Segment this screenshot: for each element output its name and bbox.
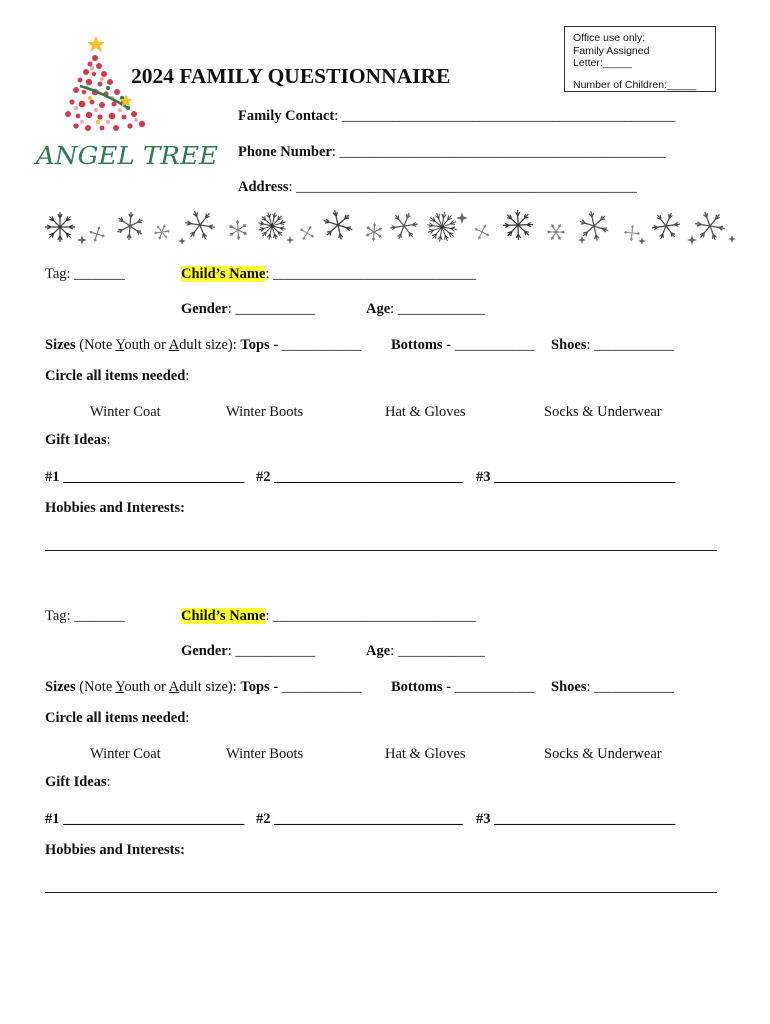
snowflake-icon [427,212,457,242]
sizes-row [45,679,362,696]
gift-idea-2-field[interactable]: #2 __________________________ [256,811,463,827]
snowflake-icon [547,224,565,240]
shoes-row[interactable] [551,679,674,696]
office-use-label: Office use only: [573,32,646,44]
snowflake-icon [229,220,247,240]
angel-tree-logo [32,22,222,182]
office-use-box [564,26,716,92]
tag-field[interactable]: Tag: _______ [45,608,125,624]
sizes-note: (Note Youth or Adult size): [75,337,241,353]
snowflake-icon [695,212,725,240]
shoes-field[interactable]: : ___________ [586,679,674,695]
gift-idea-2-field[interactable]: #2 __________________________ [256,469,463,485]
snowflake-icon [300,226,314,240]
gender-label: Gender [181,301,228,317]
family-contact-label: Family Contact [238,108,335,124]
hobbies-heading: Hobbies and Interests: [45,842,185,858]
gift-idea-3-field[interactable]: #3 _________________________ [476,469,676,485]
sparkle-icon [77,235,87,245]
snowflake-icon [185,211,215,239]
sparkle-icon [456,212,468,224]
snowflake-icon [45,212,75,242]
phone-number-field[interactable]: : _____________________________________________ [331,144,666,160]
snowflake-icon [503,210,533,240]
hobbies-field-line[interactable] [45,550,717,551]
address-label: Address [238,179,289,195]
age-row[interactable] [366,643,485,660]
tops-field[interactable]: ___________ [278,679,362,695]
snowflake-icon [475,225,489,239]
gift-ideas-heading: Gift Ideas: [45,432,111,448]
sparkle-icon [178,237,186,245]
bottoms-row[interactable] [391,337,534,354]
sparkle-icon [638,237,646,245]
shoes-label: Shoes [551,679,587,695]
gift-idea-1-field[interactable]: #1 _________________________ [45,811,245,827]
item-winter-coat[interactable]: Winter Coat [90,746,161,762]
gift-ideas-heading: Gift Ideas: [45,774,111,790]
sizes-label: Sizes [45,337,76,353]
gift-idea-1-field[interactable]: #1 _________________________ [45,469,245,485]
snowflake-border [42,210,736,248]
sparkle-icon [286,236,294,244]
child-name-row[interactable] [181,608,476,625]
sizes-label: Sizes [45,679,76,695]
sizes-note: (Note Youth or Adult size): [75,679,241,695]
bottoms-field[interactable]: ___________ [451,337,535,353]
address-field[interactable]: : _______________________________________________ [288,179,637,195]
bottoms-field[interactable]: ___________ [451,679,535,695]
snowflake-icon [366,223,382,241]
gender-field[interactable]: : ___________ [227,301,316,317]
snowflake-icon [580,211,609,240]
gender-label: Gender [181,643,228,659]
tops-label: Tops - [240,679,279,695]
snowflake-icon [624,225,640,241]
tag-field[interactable]: Tag: _______ [45,266,125,282]
number-of-children-field[interactable]: Number of Children:_____ [573,78,697,91]
item-winter-boots[interactable]: Winter Boots [226,746,304,762]
item-winter-boots[interactable]: Winter Boots [226,404,304,420]
phone-number-label: Phone Number [238,144,332,160]
snowflake-icon [117,212,142,240]
item-hat-gloves[interactable]: Hat & Gloves [385,746,466,762]
snowflake-icon [390,213,418,239]
gender-field[interactable]: : ___________ [227,643,316,659]
tops-field[interactable]: ___________ [278,337,362,353]
circle-items-heading: Circle all items needed: [45,710,190,726]
family-contact-field[interactable]: : ______________________________________________ [334,108,676,124]
child-name-label: Child’s Name [181,608,266,624]
family-assigned-letter-field[interactable]: Family Assigned Letter:_____ [573,44,650,69]
snowflake-icon [258,212,285,239]
sparkle-icon [728,235,736,243]
snowflake-icon [324,210,353,239]
age-field[interactable]: : ____________ [390,643,485,659]
snowflake-icon [652,213,680,239]
age-field[interactable]: : ____________ [390,301,485,317]
item-socks-underwear[interactable]: Socks & Underwear [544,404,662,420]
item-socks-underwear[interactable]: Socks & Underwear [544,746,662,762]
bottoms-label: Bottoms - [391,679,452,695]
age-row[interactable] [366,301,485,318]
age-label: Age [366,301,391,317]
child-name-row[interactable] [181,266,476,283]
child-name-label: Child’s Name [181,266,266,282]
sparkle-icon [687,235,697,245]
item-winter-coat[interactable]: Winter Coat [90,404,161,420]
snowflake-icon [154,225,170,240]
address-row[interactable] [238,179,637,196]
sizes-row [45,337,362,354]
hobbies-heading: Hobbies and Interests: [45,500,185,516]
circle-items-heading: Circle all items needed: [45,368,190,384]
shoes-label: Shoes [551,337,587,353]
item-hat-gloves[interactable]: Hat & Gloves [385,404,466,420]
page-title: 2024 FAMILY QUESTIONNAIRE [131,64,451,88]
child-name-field[interactable]: : ____________________________ [265,608,477,624]
phone-number-row[interactable] [238,144,666,161]
bottoms-label: Bottoms - [391,337,452,353]
shoes-row[interactable] [551,337,674,354]
logo-text: ANGEL TREE [33,142,219,170]
gender-row[interactable] [181,301,315,318]
gift-idea-3-field[interactable]: #3 _________________________ [476,811,676,827]
gender-row[interactable] [181,643,315,660]
age-label: Age [366,643,391,659]
child-name-field[interactable]: : ____________________________ [265,266,477,282]
sparkle-icon [578,236,586,244]
tops-label: Tops - [240,337,279,353]
bottoms-row[interactable] [391,679,534,696]
hobbies-field-line[interactable] [45,892,717,893]
snowflake-icon [89,226,104,241]
shoes-field[interactable]: : ___________ [586,337,674,353]
family-contact-row[interactable] [238,108,675,125]
